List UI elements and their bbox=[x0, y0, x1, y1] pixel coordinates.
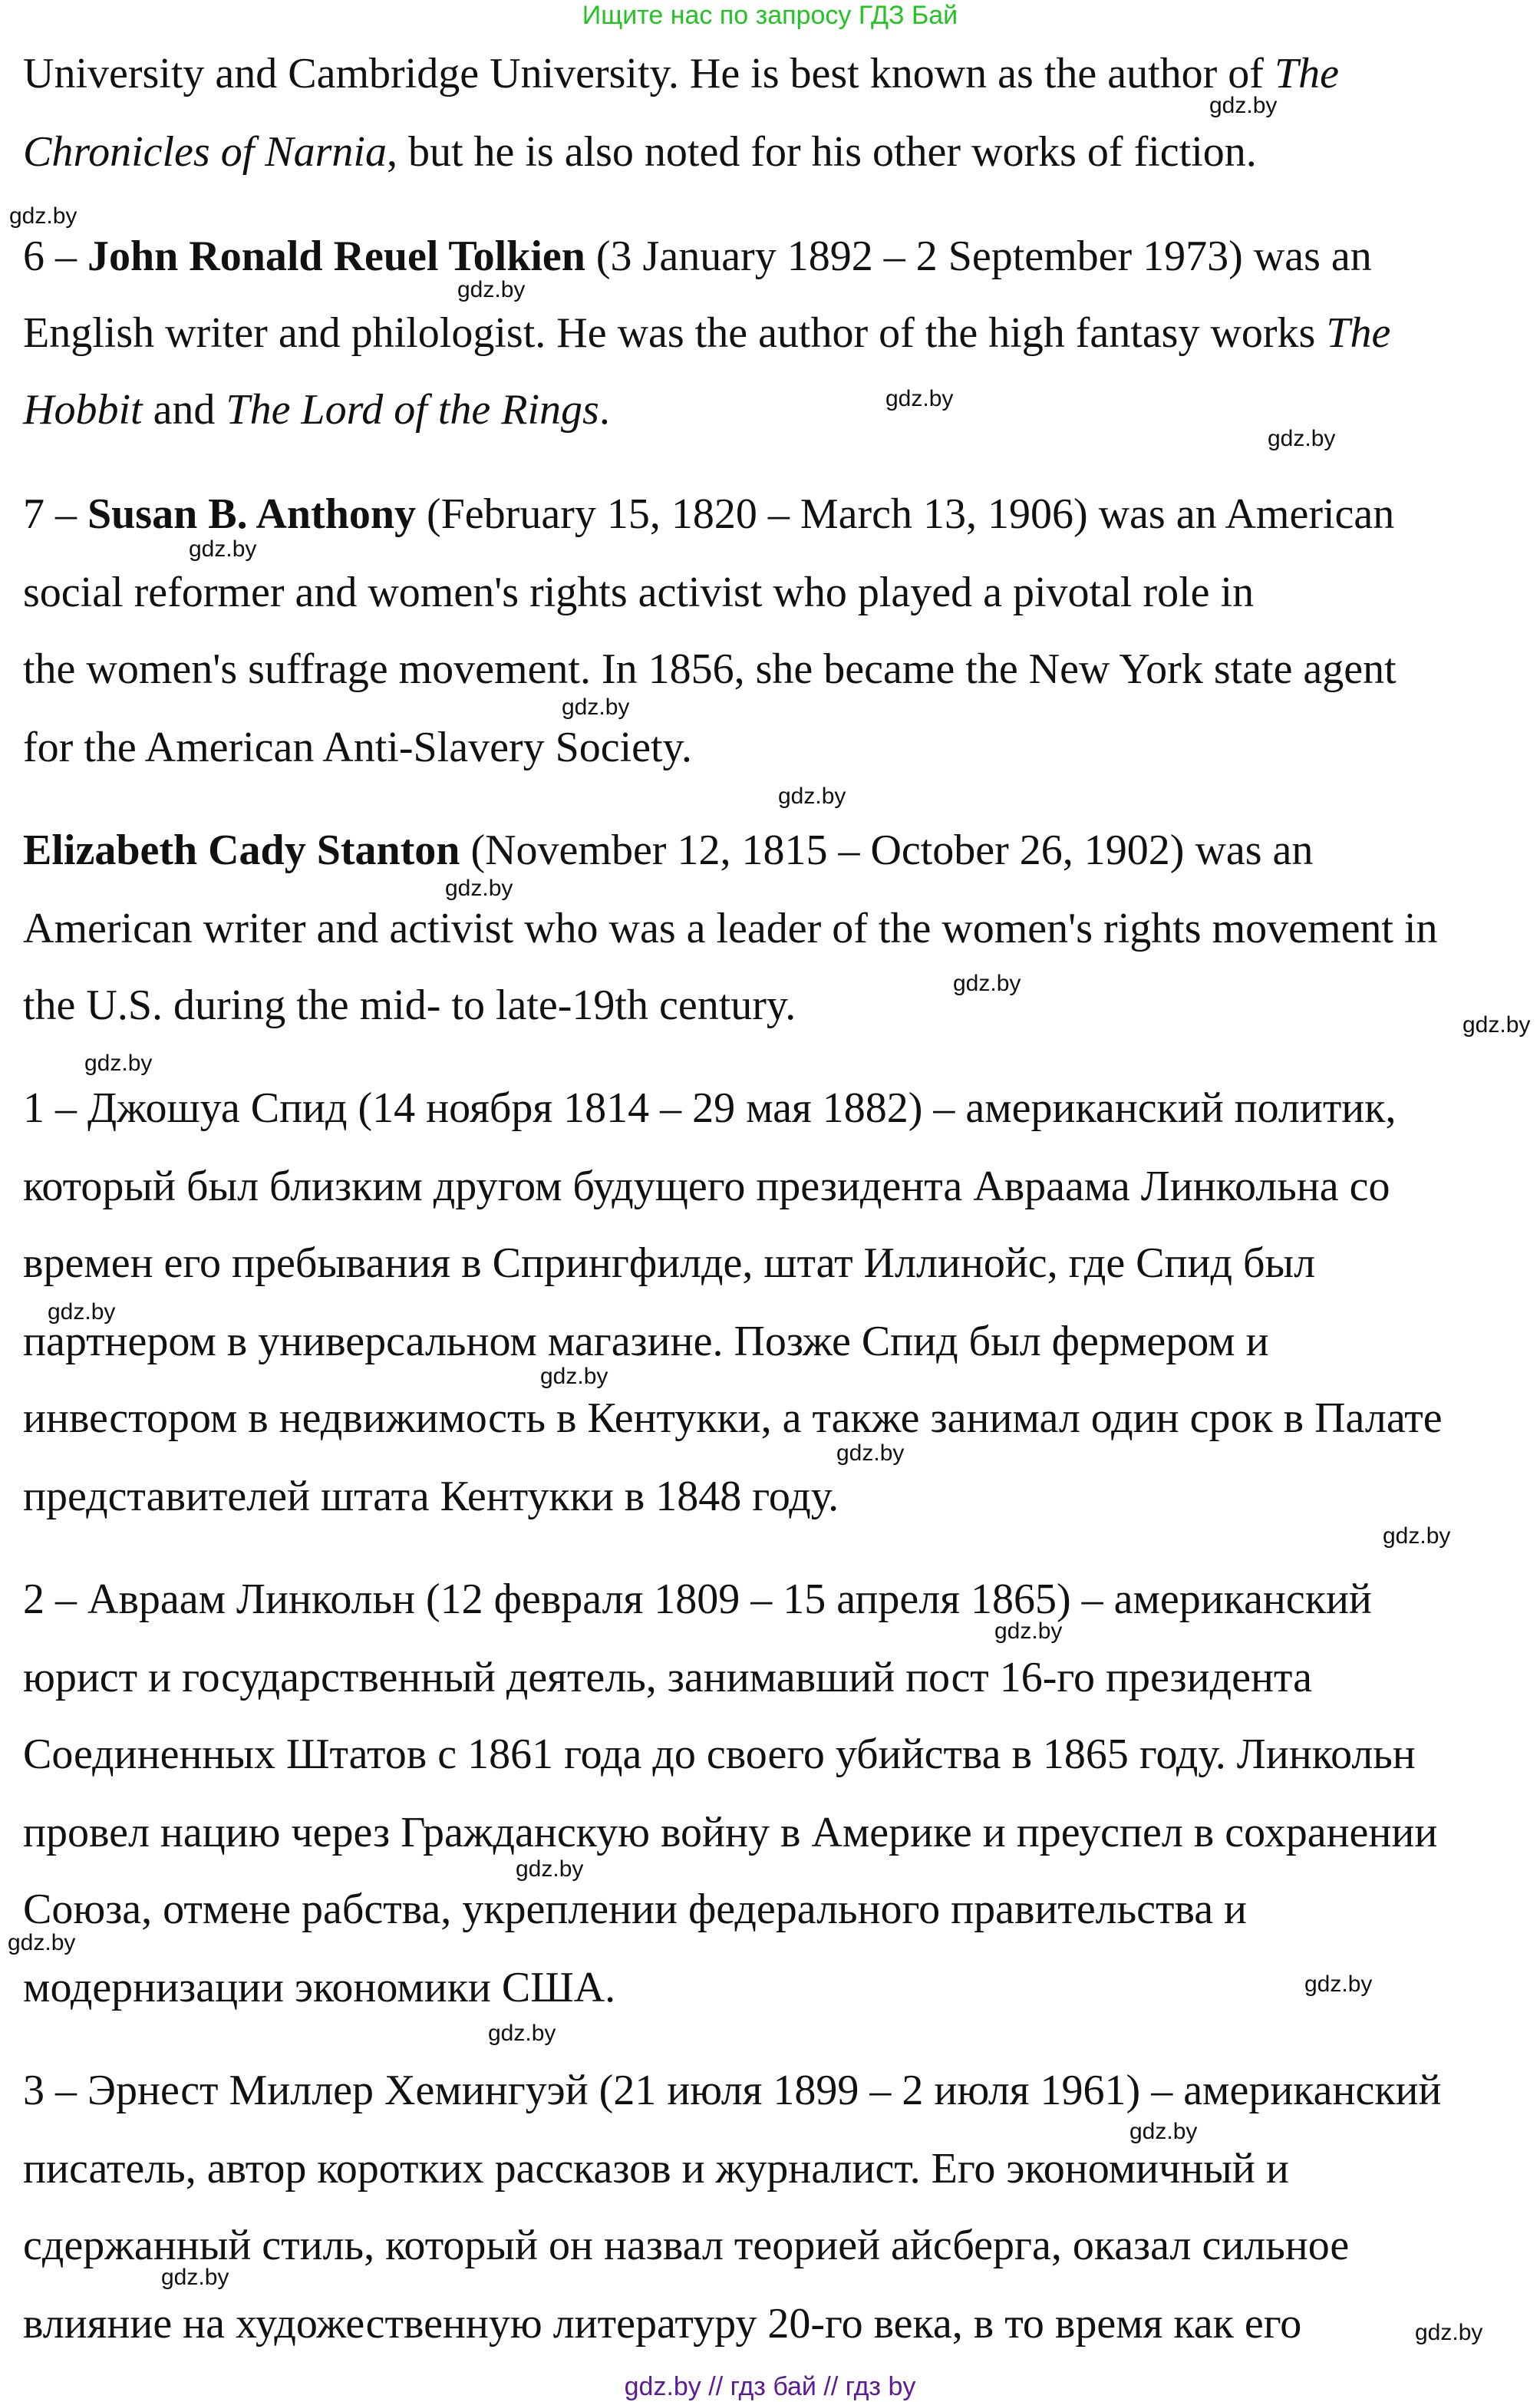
watermark: gdz.by bbox=[48, 1299, 116, 1325]
footer-banner: gdz.by // гдз бай // гдз by bbox=[624, 2372, 916, 2401]
text-line bbox=[23, 1315, 1269, 1368]
text-segment: , but he is also noted for his other works of fiction. bbox=[386, 128, 1257, 176]
text-line bbox=[23, 823, 1313, 877]
watermark: gdz.by bbox=[488, 2021, 556, 2046]
watermark: gdz.by bbox=[1129, 2119, 1198, 2144]
watermark: gdz.by bbox=[445, 876, 513, 901]
watermark: gdz.by bbox=[1304, 1971, 1373, 1997]
text-segment: Соединенных Штатов с 1861 года до своего убийства в 1865 году. Линкольн bbox=[23, 1731, 1416, 1778]
text-line bbox=[23, 1651, 1312, 1704]
text-line bbox=[23, 642, 1397, 696]
text-segment: (February 15, 1820 – March 13, 1906) was an American bbox=[416, 490, 1395, 538]
italic-title: Chronicles of Narnia bbox=[23, 128, 387, 176]
text-segment: юрист и государственный деятель, занимавший пост 16-го президента bbox=[23, 1654, 1312, 1701]
watermark: gdz.by bbox=[1383, 1523, 1451, 1549]
text-segment: (November 12, 1815 – October 26, 1902) was an bbox=[460, 827, 1314, 874]
watermark: gdz.by bbox=[161, 2265, 229, 2290]
text-line bbox=[23, 1572, 1372, 1626]
watermark: gdz.by bbox=[953, 971, 1021, 996]
text-segment: влияние на художественную литературу 20-го века, в то время как его bbox=[23, 2300, 1302, 2348]
watermark: gdz.by bbox=[1415, 2320, 1483, 2345]
text-line bbox=[23, 1882, 1247, 1936]
text-segment: 3 – Эрнест Миллер Хемингуэй (21 июля 1899 – 2 июля 1961) – американский bbox=[23, 2067, 1442, 2114]
watermark: gdz.by bbox=[189, 536, 257, 562]
watermark: gdz.by bbox=[8, 1930, 76, 1955]
text-segment: and bbox=[142, 386, 226, 434]
text-line bbox=[23, 721, 692, 774]
watermark: gdz.by bbox=[9, 203, 77, 229]
text-segment: 2 – Авраам Линкольн (12 февраля 1809 – 15 апреля 1865) – американский bbox=[23, 1575, 1372, 1623]
text-line bbox=[23, 978, 796, 1032]
text-line bbox=[23, 1961, 615, 2014]
text-line bbox=[23, 47, 1339, 101]
text-segment: the U.S. during the mid- to late-19th century. bbox=[23, 982, 796, 1029]
text-segment: social reformer and women's rights activist who played a pivotal role in bbox=[23, 569, 1255, 616]
text-line bbox=[23, 2142, 1289, 2196]
watermark: gdz.by bbox=[836, 1440, 905, 1466]
text-segment: времен его пребывания в Спрингфилде, штат Иллинойс, где Спид был bbox=[23, 1239, 1316, 1287]
text-line bbox=[23, 2064, 1442, 2117]
watermark: gdz.by bbox=[994, 1618, 1063, 1644]
text-segment: модернизации экономики США. bbox=[23, 1964, 616, 2011]
text-line bbox=[23, 1806, 1437, 1859]
text-line bbox=[23, 2297, 1301, 2351]
text-line bbox=[23, 125, 1257, 179]
header-banner: Ищите нас по запросу ГДЗ Бай bbox=[582, 1, 958, 30]
watermark: gdz.by bbox=[1463, 1012, 1531, 1038]
text-segment: . bbox=[599, 386, 610, 434]
bold-name: Elizabeth Cady Stanton bbox=[23, 827, 460, 874]
text-segment: (3 January 1892 – 2 September 1973) was an bbox=[585, 233, 1372, 280]
text-segment: провел нацию через Гражданскую войну в Америке и преуспел в сохранении bbox=[23, 1809, 1438, 1856]
text-line bbox=[23, 487, 1394, 541]
text-line bbox=[23, 383, 610, 437]
text-segment: 6 – bbox=[23, 233, 87, 280]
watermark: gdz.by bbox=[516, 1856, 584, 1882]
watermark: gdz.by bbox=[84, 1051, 153, 1076]
text-segment: for the American Anti-Slavery Society. bbox=[23, 724, 692, 771]
text-segment: 7 – bbox=[23, 490, 87, 538]
text-line bbox=[23, 1470, 839, 1523]
text-segment: 1 – Джошуа Спид (14 ноября 1814 – 29 мая 1882) – американский политик, bbox=[23, 1084, 1397, 1132]
italic-title: The bbox=[1274, 50, 1339, 97]
bold-name: Susan B. Anthony bbox=[87, 490, 417, 538]
text-segment: American writer and activist who was a leader of the women's rights movement in bbox=[23, 905, 1438, 952]
text-segment: English writer and philologist. He was the author of the high fantasy works bbox=[23, 309, 1327, 357]
text-line bbox=[23, 229, 1372, 283]
bold-name: John Ronald Reuel Tolkien bbox=[87, 233, 585, 280]
text-segment: the women's suffrage movement. In 1856, she became the New York state agent bbox=[23, 645, 1397, 693]
text-segment: представителей штата Кентукки в 1848 году. bbox=[23, 1473, 839, 1520]
watermark: gdz.by bbox=[1268, 426, 1336, 451]
watermark: gdz.by bbox=[885, 386, 954, 411]
text-segment: партнером в универсальном магазине. Позже Спид был фермером и bbox=[23, 1318, 1269, 1365]
text-segment: сдержанный стиль, который он назвал теорией айсберга, оказал сильное bbox=[23, 2222, 1350, 2269]
text-line bbox=[23, 1160, 1390, 1213]
watermark: gdz.by bbox=[457, 277, 526, 302]
text-segment: University and Cambridge University. He is best known as the author of bbox=[23, 50, 1275, 97]
text-segment: инвестором в недвижимость в Кентукки, а также занимал один срок в Палате bbox=[23, 1394, 1443, 1442]
text-line bbox=[23, 1727, 1416, 1781]
text-line bbox=[23, 1391, 1443, 1445]
text-segment: писатель, автор коротких рассказов и журналист. Его экономичный и bbox=[23, 2145, 1289, 2192]
watermark: gdz.by bbox=[778, 784, 846, 809]
watermark: gdz.by bbox=[1209, 93, 1278, 118]
italic-title: Hobbit bbox=[23, 386, 143, 434]
text-segment: который был близким другом будущего президента Авраама Линкольна со bbox=[23, 1163, 1390, 1210]
text-line bbox=[23, 902, 1438, 955]
italic-title: The bbox=[1326, 309, 1391, 357]
text-segment: Союза, отмене рабства, укреплении федерального правительства и bbox=[23, 1886, 1248, 1933]
watermark: gdz.by bbox=[540, 1364, 608, 1389]
text-line bbox=[23, 566, 1254, 619]
watermark: gdz.by bbox=[562, 695, 630, 720]
text-line bbox=[23, 1236, 1315, 1290]
text-line bbox=[23, 306, 1390, 360]
text-line bbox=[23, 1081, 1396, 1135]
italic-title: The Lord of the Rings bbox=[226, 386, 599, 434]
